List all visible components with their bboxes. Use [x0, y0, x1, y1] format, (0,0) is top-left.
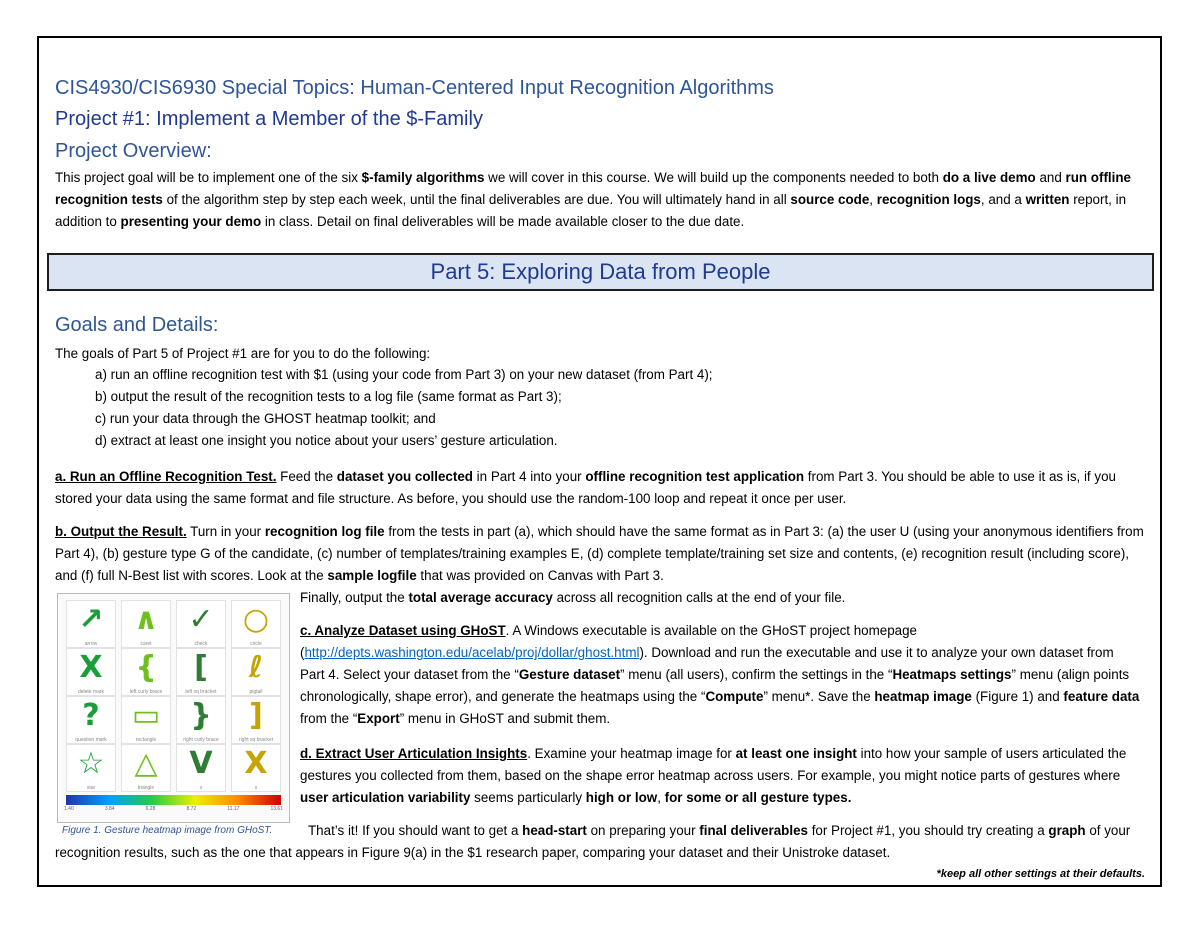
section-b-final: Finally, output the total average accuracy across all recognition calls at the end of your file. [300, 590, 846, 605]
gesture-thumbnail [176, 600, 226, 648]
project-title: Project #1: Implement a Member of the $-Family [55, 108, 483, 130]
gesture-thumbnail [231, 744, 281, 792]
gesture-label: star [86, 785, 96, 791]
overview-paragraph: This project goal will be to implement one of the six $-family algorithms we will cover in this course. We will build up the components needed to both do a live demo and run offline recognition tests of the algorithm step by step each week, until the final deliverables are due. You will ultimately hand in all source code, recognition logs, and a written report, in addition to presenting your demo in class. Detail on final deliverables will be made available closer to the due date. [55, 170, 1131, 229]
gesture-label: arrow [84, 641, 98, 647]
figure-caption: Figure 1. Gesture heatmap image from GHoST. [62, 825, 273, 836]
gesture-label: left curly brace [129, 689, 163, 695]
gesture-thumbnail [66, 600, 116, 648]
goals-intro: The goals of Part 5 of Project #1 are for you to do the following: [55, 346, 431, 361]
gesture-glyph: ▭ [131, 698, 161, 733]
gesture-thumbnail [66, 696, 116, 744]
goals-list [95, 364, 713, 452]
scale-tick-label: 8.72 [186, 806, 197, 812]
gesture-glyph: ☆ [77, 746, 105, 781]
gesture-label: v [199, 785, 203, 791]
scale-tick-label: 11.17 [227, 806, 240, 812]
gesture-label: left sq bracket [185, 689, 217, 695]
gesture-thumbnail [231, 696, 281, 744]
scale-tick-label: 3.84 [104, 806, 115, 812]
gesture-heatmap-figure [57, 593, 290, 823]
gesture-thumbnail [231, 600, 281, 648]
gesture-glyph: ? [82, 698, 100, 733]
gesture-thumbnail [121, 648, 171, 696]
gesture-glyph: V [189, 746, 213, 781]
gesture-glyph: { [135, 650, 157, 685]
gesture-glyph: [ [194, 650, 208, 685]
gesture-glyph: △ [134, 746, 158, 781]
gesture-glyph: X [79, 650, 103, 685]
gesture-label: check [194, 641, 208, 647]
goal-item: c) run your data through the GHOST heatmap toolkit; and [95, 411, 436, 426]
gesture-thumbnail [66, 744, 116, 792]
part-banner: Part 5: Exploring Data from People [47, 253, 1154, 291]
section-c: c. Analyze Dataset using GHoST. A Windows executable is available on the GHoST project homepage (http://depts.washington.edu/acelab/proj/dollar/ghost.html). Download and run the executable and use it to analyze your own dataset from Part 4. Select your dataset from the “Gesture dataset” menu (all users), confirm the settings in the “Heatmaps settings” menu (align points chronologically, shape error), and generate the heatmaps using the “Compute” menu*. Save the heatmap image (Figure 1) and feature data from the “Export” menu in GHoST and submit them. [300, 623, 1140, 726]
gesture-glyph: X [244, 746, 268, 781]
gesture-thumbnail [121, 600, 171, 648]
gesture-glyph: ↗ [78, 602, 104, 637]
gesture-thumbnail [121, 744, 171, 792]
course-title: CIS4930/CIS6930 Special Topics: Human-Centered Input Recognition Algorithms [55, 77, 774, 99]
gesture-thumbnail [66, 648, 116, 696]
gesture-thumbnail [176, 696, 226, 744]
section-b: b. Output the Result. Turn in your recognition log file from the tests in part (a), which should have the same format as in Part 3: (a) the user U (using your anonymous identifiers from Part 4), (b) gesture type G of the candidate, (c) number of templates/training examples E, (d) complete template/training set size and contents, (e) recognition result (including score), and (f) full N-Best list with scores. Look at the sample logfile that was provided on Canvas with Part 3. [55, 524, 1144, 583]
gesture-label: right sq bracket [238, 737, 274, 743]
ghost-link[interactable]: http://depts.washington.edu/acelab/proj/dollar/ghost.html [304, 645, 640, 660]
gesture-glyph: ○ [242, 602, 270, 637]
section-d: d. Extract User Articulation Insights. Examine your heatmap image for at least one insight into how your sample of users articulated the gestures you collected from them, based on the shape error heatmap across users. For example, you might notice parts of gestures where user articulation variability seems particularly high or low, for some or all gesture types. [300, 746, 1127, 805]
gesture-thumbnail [176, 648, 226, 696]
scale-tick-label: 6.28 [145, 806, 156, 812]
overview-heading: Project Overview: [55, 140, 212, 162]
gesture-label: caret [140, 641, 152, 647]
gesture-label: x [254, 785, 258, 791]
gesture-label: delete mark [77, 689, 105, 695]
gesture-thumbnail [176, 744, 226, 792]
gesture-glyph: ℓ [248, 650, 264, 685]
color-scale-bar [66, 795, 281, 805]
goal-item: b) output the result of the recognition tests to a log file (same format as Part 3); [95, 389, 562, 404]
gesture-label: question mark [75, 737, 107, 743]
gesture-label: pigtail [249, 689, 263, 695]
gesture-glyph: ] [249, 698, 263, 733]
gesture-label: circle [250, 641, 262, 647]
goal-item: d) extract at least one insight you notice about your users’ gesture articulation. [95, 433, 558, 448]
gesture-thumbnail [231, 648, 281, 696]
color-scale-ticks [64, 806, 283, 812]
goal-item: a) run an offline recognition test with $1 (using your code from Part 3) on your new dataset (from Part 4); [95, 367, 713, 382]
gesture-glyph: ∧ [133, 602, 159, 637]
gesture-label: triangle [137, 785, 155, 791]
gesture-label: right curly brace [183, 737, 219, 743]
gesture-glyph: ✓ [188, 602, 214, 637]
scale-tick-label: 1.40 [64, 806, 74, 812]
goals-heading: Goals and Details: [55, 314, 219, 336]
section-a: a. Run an Offline Recognition Test. Feed the dataset you collected in Part 4 into your offline recognition test application from Part 3. You should be able to use it as is, if you stored your data using the same format and file structure. As before, you should use the random-100 loop and repeat it once per user. [55, 469, 1116, 506]
gesture-glyph: } [190, 698, 212, 733]
gesture-label: rectangle [135, 737, 157, 743]
footnote: *keep all other settings at their defaults. [936, 868, 1145, 880]
closing-paragraph: That’s it! If you should want to get a head-start on preparing your final deliverables for Project #1, you should try creating a graph of your recognition results, such as the one that appears in Figure 9(a) in the $1 research paper, comparing your dataset and their Unistroke dataset. [55, 823, 1131, 860]
gesture-thumbnail [121, 696, 171, 744]
scale-tick-label: 13.61 [270, 806, 283, 812]
